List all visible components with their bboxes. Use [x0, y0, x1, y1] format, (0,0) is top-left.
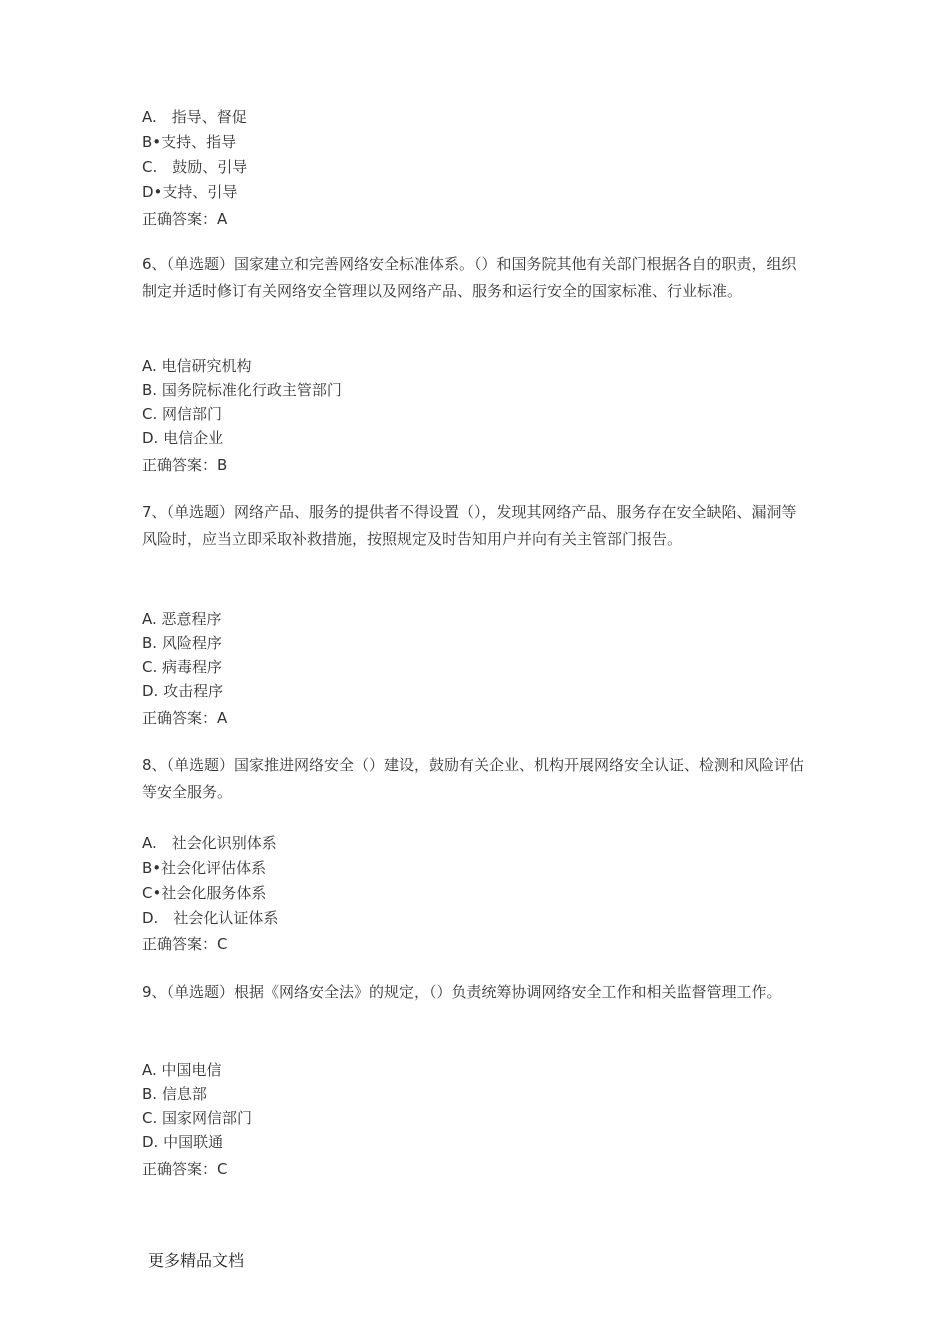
answer: 正确答案：A: [142, 210, 228, 228]
option-a: A. 社会化识别体系: [142, 834, 277, 852]
question-7: 7、（单选题）网络产品、服务的提供者不得设置（），发现其网络产品、服务存在安全缺陷、漏洞等风险时，应当立即采取补救措施，按照规定及时告知用户并向有关主管部门报告。: [142, 503, 797, 548]
answer: 正确答案：C: [142, 1160, 228, 1178]
option-c: C. 国家网信部门: [142, 1109, 253, 1127]
option-d: D. 攻击程序: [142, 682, 224, 700]
question-8: 8、（单选题）国家推进网络安全（）建设，鼓励有关企业、机构开展网络安全认证、检测和风险评估等安全服务。: [142, 756, 805, 801]
option-a: A. 恶意程序: [142, 610, 222, 628]
option-b: B. 国务院标准化行政主管部门: [142, 381, 342, 399]
option-d: D. 电信企业: [142, 429, 224, 447]
footer-text: 更多精品文档: [148, 1251, 245, 1270]
option-b: B. 风险程序: [142, 634, 222, 652]
option-b: B•支持、指导: [142, 133, 237, 151]
question-9: 9、（单选题）根据《网络安全法》的规定，（）负责统筹协调网络安全工作和相关监督管理工作。: [142, 983, 782, 1001]
answer: 正确答案：B: [142, 456, 228, 474]
option-c: C•社会化服务体系: [142, 884, 267, 902]
option-b: B•社会化评估体系: [142, 859, 267, 877]
option-a: A. 指导、督促: [142, 108, 247, 126]
option-c: C. 鼓励、引导: [142, 158, 248, 176]
option-d: D. 中国联通: [142, 1133, 224, 1151]
option-a: A. 中国电信: [142, 1061, 222, 1079]
option-a: A. 电信研究机构: [142, 357, 252, 375]
answer: 正确答案：A: [142, 709, 228, 727]
option-b: B. 信息部: [142, 1085, 207, 1103]
option-d: D•支持、引导: [142, 183, 238, 201]
option-c: C. 网信部门: [142, 405, 223, 423]
option-c: C. 病毒程序: [142, 658, 223, 676]
answer: 正确答案：C: [142, 935, 228, 953]
question-6: 6、（单选题）国家建立和完善网络安全标准体系。（）和国务院其他有关部门根据各自的职责，组织制定并适时修订有关网络安全管理以及网络产品、服务和运行安全的国家标准、行业标准。: [142, 255, 797, 300]
option-d: D. 社会化认证体系: [142, 909, 279, 927]
